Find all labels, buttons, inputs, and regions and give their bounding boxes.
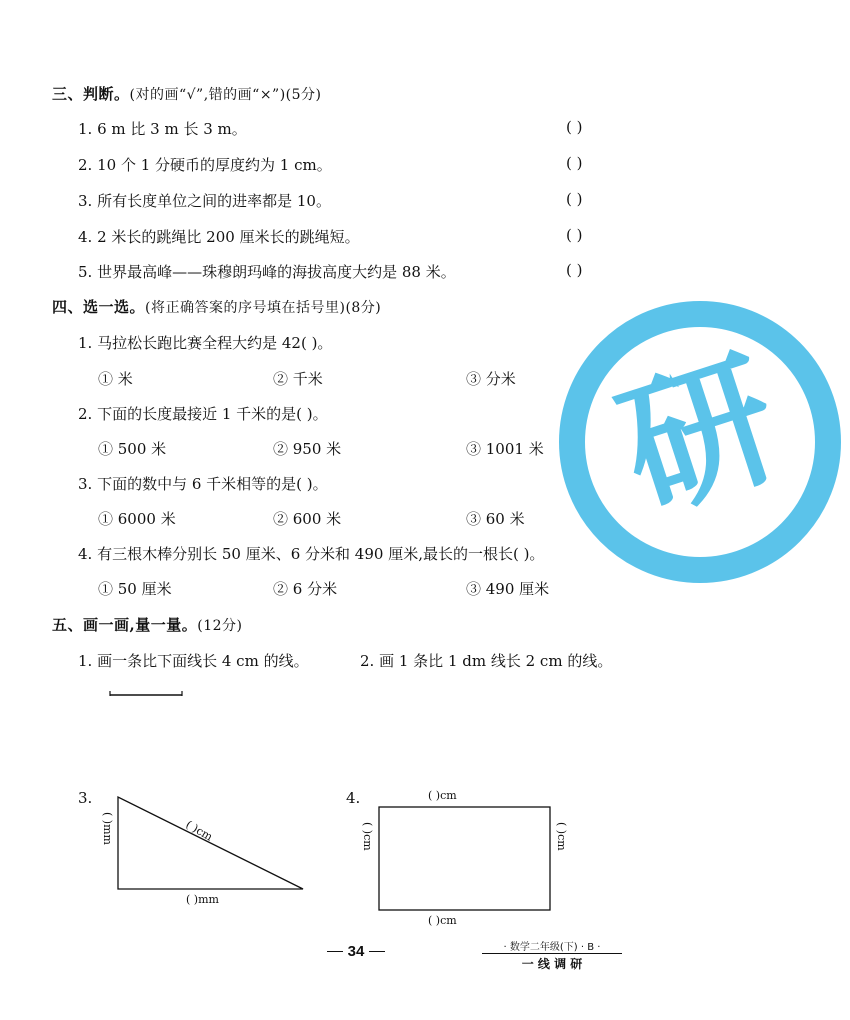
section5-heading: [52, 614, 242, 635]
page-number-dash-right: [369, 951, 385, 952]
choice-item-3-num: 3.: [78, 475, 93, 493]
reference-line-segment: [108, 688, 184, 698]
stamp-watermark: [550, 292, 850, 592]
judge-answer-5[interactable]: ( ): [566, 261, 583, 279]
judge-item-4-num: 4.: [78, 228, 93, 246]
judge-answer-3[interactable]: ( ): [566, 190, 583, 208]
triangle-bottom-label[interactable]: ( )mm: [186, 893, 219, 906]
choice-1-option-b: ② 千米: [273, 370, 323, 388]
rectangle-right-label[interactable]: ( )cm: [555, 822, 568, 851]
judge-item-1-num: 1.: [78, 120, 93, 138]
choice-item-3: [78, 473, 328, 494]
choice-item-1-num: 1.: [78, 334, 93, 352]
section3-heading: [52, 83, 322, 104]
choice-2-option-b: ② 950 米: [273, 440, 342, 458]
choice-item-1: [78, 332, 332, 353]
choice-1-option-c: ③ 分米: [466, 370, 516, 388]
choice-4-option-c: ③ 490 厘米: [466, 580, 550, 598]
choice-item-2: [78, 403, 328, 424]
judge-item-5-text: 世界最高峰——珠穆朗玛峰的海拔高度大约是 88 米。: [97, 263, 456, 281]
section5-note: (12分): [197, 618, 243, 634]
judge-item-4-text: 2 米长的跳绳比 200 厘米长的跳绳短。: [97, 228, 360, 246]
draw-question-1-num: 1.: [78, 652, 93, 670]
choice-3-option-a: ① 6000 米: [98, 510, 176, 528]
section4-title: 四、选一选。: [52, 298, 146, 316]
footer-divider: [482, 953, 622, 954]
judge-item-1: [78, 118, 247, 139]
choice-item-3-text[interactable]: 下面的数中与 6 千米相等的是( )。: [97, 475, 328, 493]
draw-question-1-text: 画一条比下面线长 4 cm 的线。: [97, 652, 309, 670]
rectangle-shape: [377, 805, 552, 912]
section3-note: (对的画“√”,错的画“×”)(5分): [129, 87, 322, 103]
choice-item-1-text[interactable]: 马拉松长跑比赛全程大约是 42( )。: [97, 334, 333, 352]
choice-item-4-text[interactable]: 有三根木棒分别长 50 厘米、6 分米和 490 厘米,最长的一根长( )。: [97, 545, 545, 563]
choice-4-option-b: ② 6 分米: [273, 580, 338, 598]
page-number-dash-left: [327, 951, 343, 952]
section3-title: 三、判断。: [52, 85, 130, 103]
rectangle-bottom-label[interactable]: ( )cm: [428, 914, 457, 927]
stamp-char: 研: [601, 330, 798, 543]
choice-item-4: [78, 543, 544, 564]
judge-item-3-num: 3.: [78, 192, 93, 210]
measure-question-3-num: 3.: [78, 789, 93, 807]
judge-item-2: [78, 154, 332, 175]
draw-question-1: [78, 650, 309, 671]
judge-item-2-text: 10 个 1 分硬币的厚度约为 1 cm。: [97, 156, 332, 174]
choice-item-2-num: 2.: [78, 405, 93, 423]
choice-1-option-a: ① 米: [98, 370, 133, 388]
judge-item-3: [78, 190, 331, 211]
page-number: 34: [347, 943, 365, 960]
rectangle-left-label[interactable]: ( )cm: [361, 822, 374, 851]
draw-question-2-num: 2.: [360, 652, 375, 670]
judge-answer-1[interactable]: ( ): [566, 118, 583, 136]
section4-heading: [52, 296, 381, 317]
choice-3-option-c: ③ 60 米: [466, 510, 525, 528]
judge-item-5-num: 5.: [78, 263, 93, 281]
rectangle-top-label[interactable]: ( )cm: [428, 789, 457, 802]
triangle-hypotenuse-label[interactable]: ( )cm: [183, 818, 215, 844]
choice-item-4-num: 4.: [78, 545, 93, 563]
section4-note: (将正确答案的序号填在括号里)(8分): [145, 300, 382, 316]
draw-question-2: [360, 650, 612, 671]
section5-title: 五、画一画,量一量。: [52, 616, 198, 634]
footer-brand: 一 线 调 研: [521, 957, 583, 971]
judge-item-5: [78, 261, 456, 282]
choice-4-option-a: ① 50 厘米: [98, 580, 172, 598]
judge-item-4: [78, 226, 360, 247]
judge-answer-2[interactable]: ( ): [566, 154, 583, 172]
judge-item-3-text: 所有长度单位之间的进率都是 10。: [97, 192, 331, 210]
choice-2-option-c: ③ 1001 米: [466, 440, 544, 458]
choice-item-2-text[interactable]: 下面的长度最接近 1 千米的是( )。: [97, 405, 328, 423]
judge-item-2-num: 2.: [78, 156, 93, 174]
right-triangle: [114, 794, 310, 894]
page-number-area: [316, 941, 396, 960]
footer-subject: · 数学二年级(下) · B ·: [503, 942, 601, 953]
choice-3-option-b: ② 600 米: [273, 510, 342, 528]
measure-question-4-num: 4.: [346, 789, 361, 807]
triangle-vertical-label[interactable]: ( )mm: [101, 812, 114, 845]
draw-question-2-text: 画 1 条比 1 dm 线长 2 cm 的线。: [379, 652, 613, 670]
choice-2-option-a: ① 500 米: [98, 440, 167, 458]
judge-item-1-text: 6 m 比 3 m 长 3 m。: [97, 120, 247, 138]
judge-answer-4[interactable]: ( ): [566, 226, 583, 244]
